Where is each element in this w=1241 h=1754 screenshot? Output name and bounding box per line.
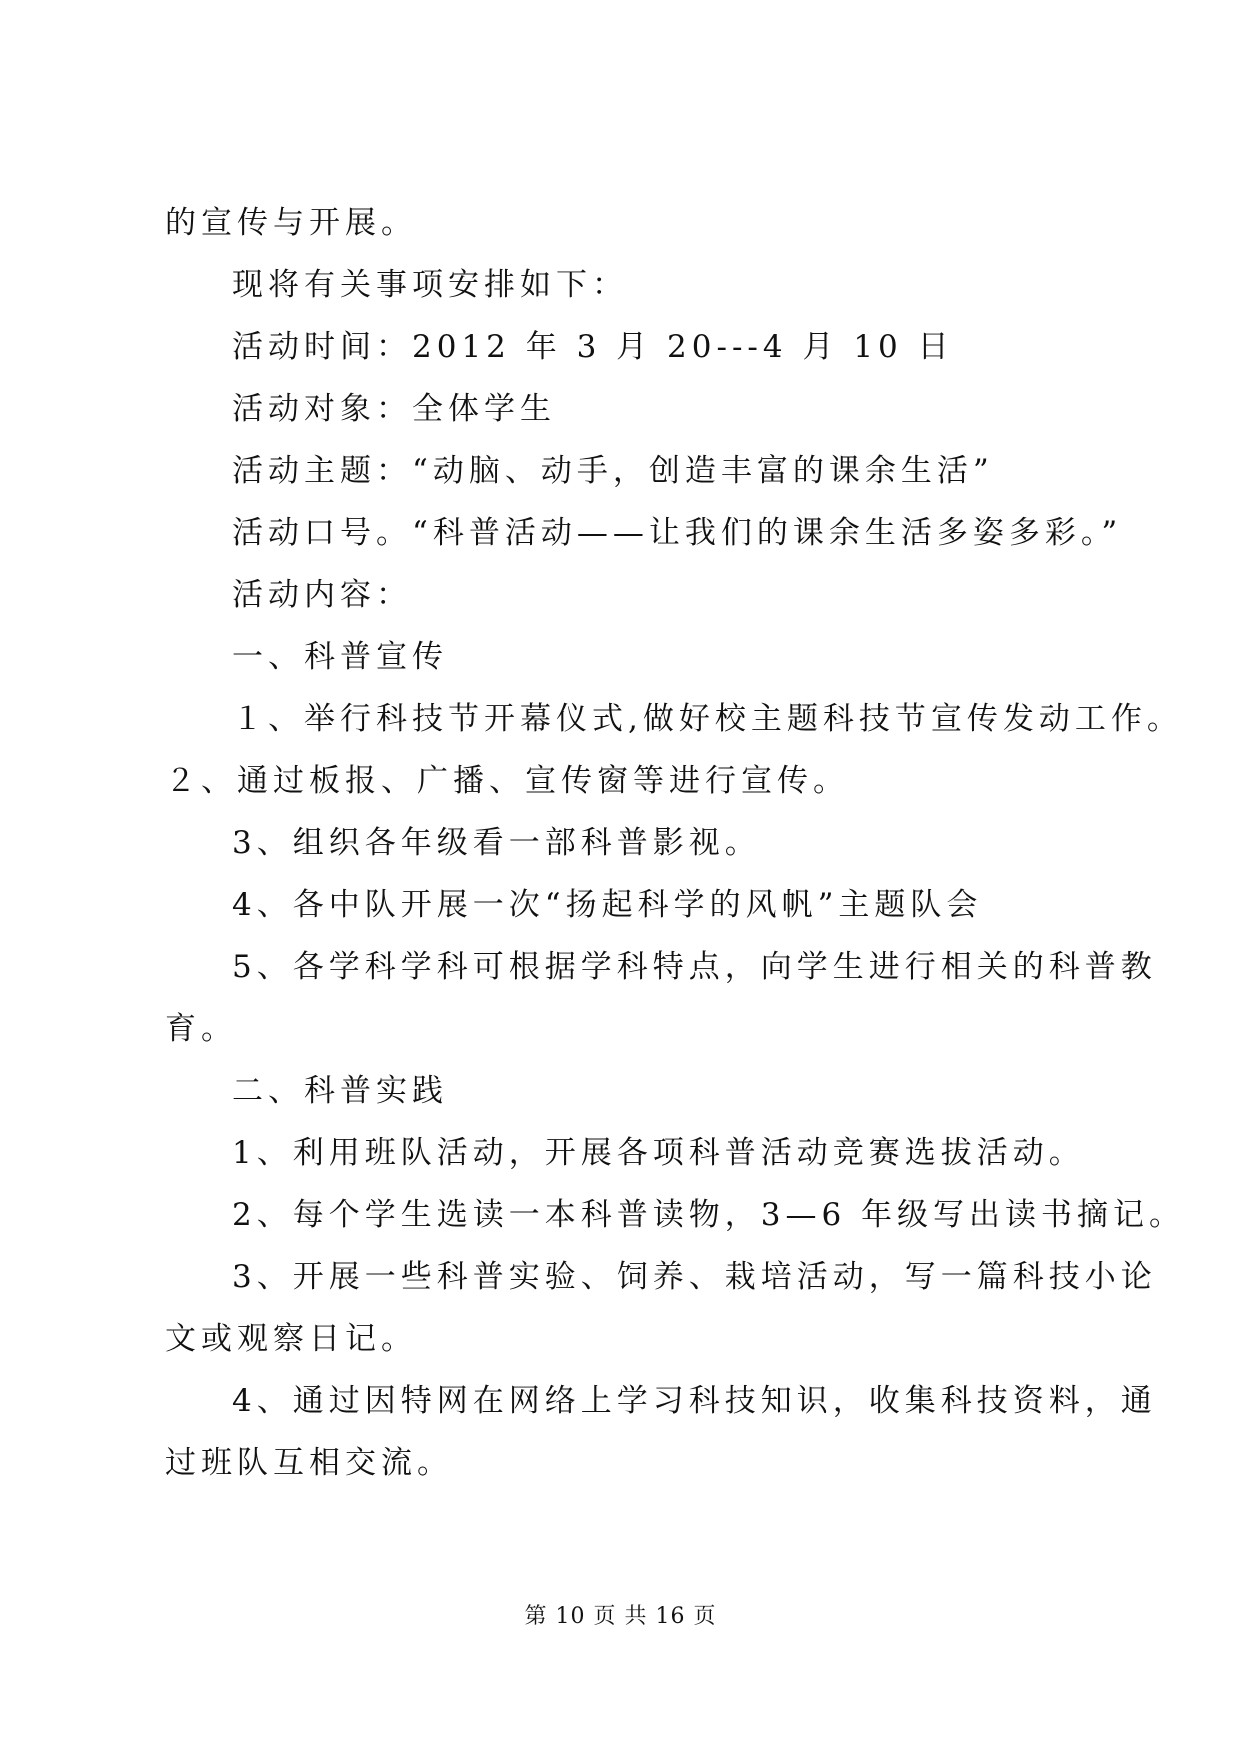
text-line: 文或观察日记。 (165, 1321, 417, 1357)
section-heading: 一、科普宣传 (232, 639, 448, 675)
text-line: 的宣传与开展。 (165, 205, 417, 241)
text-line: 3、组织各年级看一部科普影视。 (232, 825, 761, 861)
text-line: 活动对象：全体学生 (232, 391, 556, 427)
text-line: １、举行科技节开幕仪式,做好校主题科技节宣传发动工作。 (232, 701, 1183, 737)
text-line: 3、开展一些科普实验、饲养、栽培活动，写一篇科技小论 (232, 1259, 1157, 1295)
text-line: 活动口号。“科普活动——让我们的课余生活多姿多彩。” (232, 515, 1123, 551)
text-line: 现将有关事项安排如下： (232, 267, 628, 303)
text-line: 过班队互相交流。 (165, 1445, 453, 1481)
text-line: 活动内容： (232, 577, 412, 613)
text-line: ２、通过板报、广播、宣传窗等进行宣传。 (165, 763, 849, 799)
text-line: 活动主题：“动脑、动手，创造丰富的课余生活” (232, 453, 994, 489)
text-line: 4、通过因特网在网络上学习科技知识，收集科技资料，通 (232, 1383, 1157, 1419)
text-line: 育。 (165, 1011, 237, 1047)
text-line: 2、每个学生选读一本科普读物，3—6 年级写出读书摘记。 (232, 1197, 1186, 1233)
text-line: 5、各学科学科可根据学科特点，向学生进行相关的科普教 (232, 949, 1157, 985)
text-line: 1、利用班队活动，开展各项科普活动竞赛选拔活动。 (232, 1135, 1085, 1171)
section-heading: 二、科普实践 (232, 1073, 448, 1109)
text-line: 4、各中队开展一次“扬起科学的风帆”主题队会 (232, 887, 983, 923)
page-number-footer: 第 10 页 共 16 页 (524, 1604, 717, 1629)
text-line: 活动时间：2012 年 3 月 20---4 月 10 日 (232, 329, 954, 365)
